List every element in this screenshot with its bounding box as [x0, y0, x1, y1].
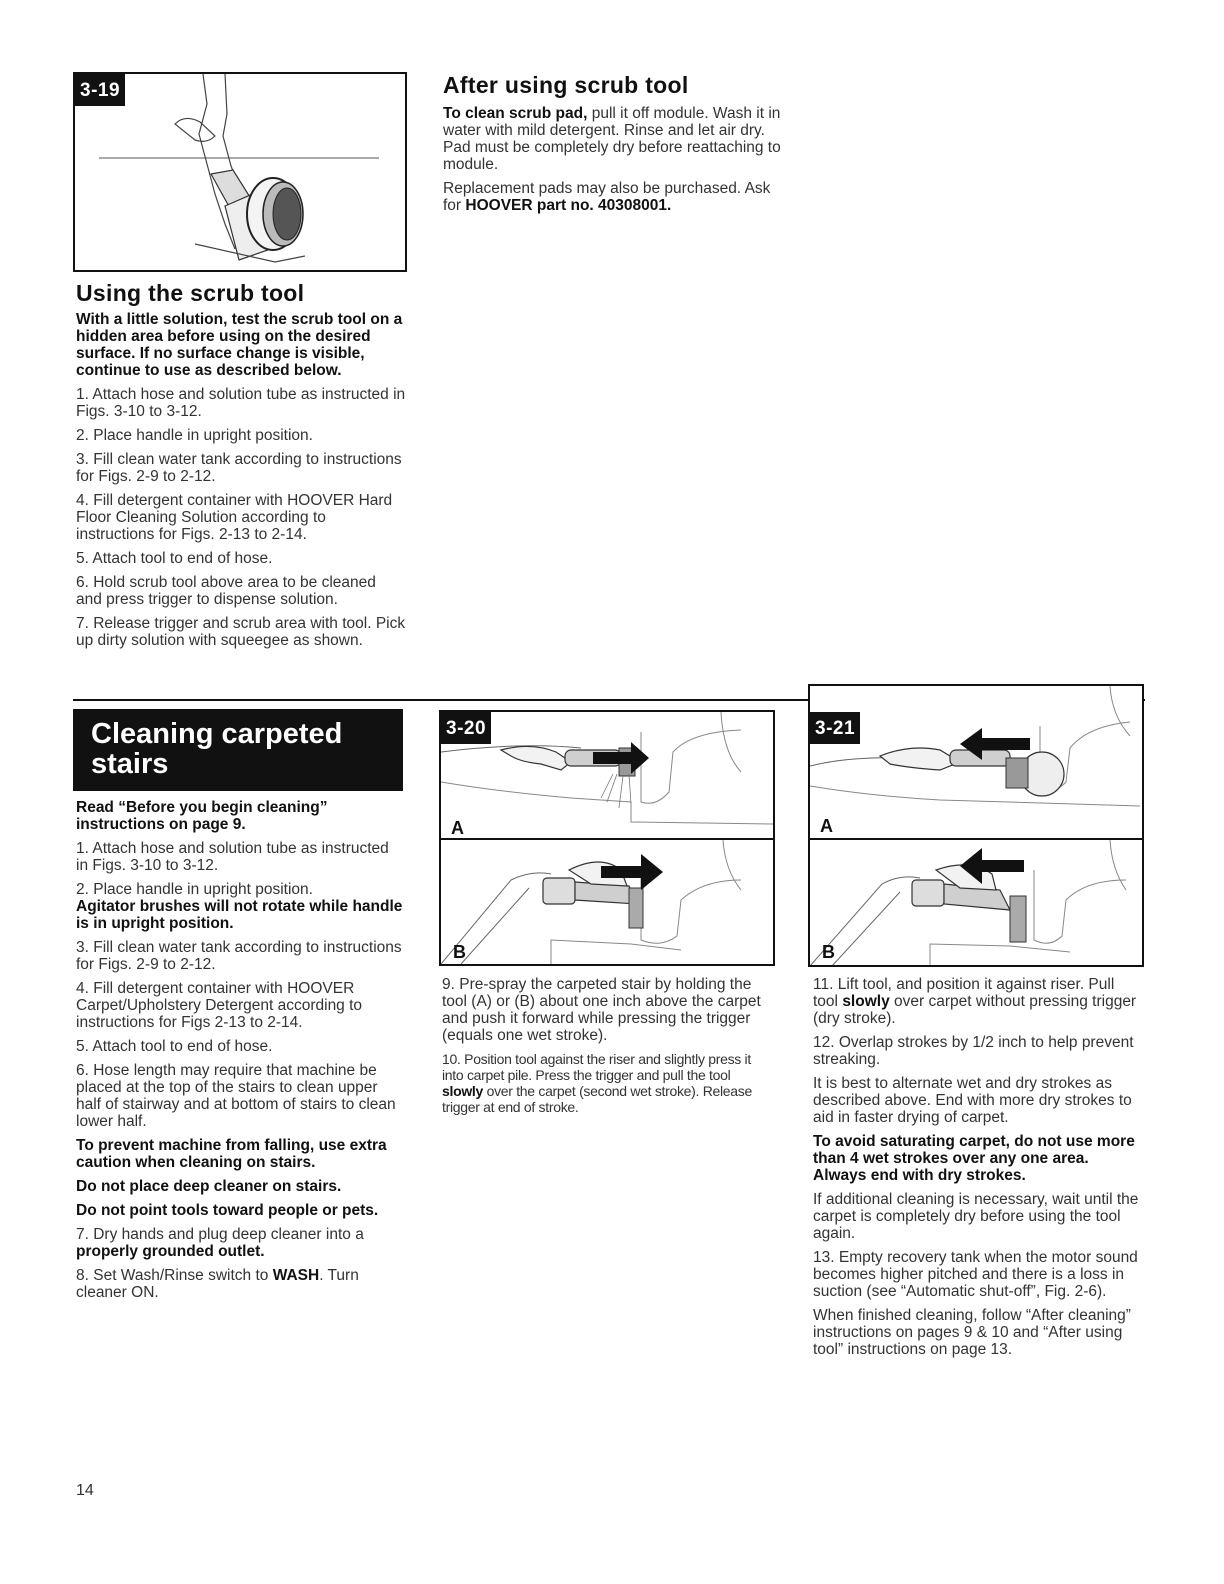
figure-3-20	[439, 710, 775, 966]
panel-label-b: B	[822, 942, 835, 962]
list-item: 7. Dry hands and plug deep cleaner into a properly grounded outlet.	[76, 1226, 364, 1260]
after-scrub-section	[443, 72, 783, 221]
stair-illustration-a	[810, 686, 1142, 826]
stair-illustration-b	[810, 840, 1142, 966]
list-item: 5. Attach tool to end of hose.	[76, 550, 273, 567]
tip-paragraph: It is best to alternate wet and dry strokes as described above. End with more dry strokes to aid in faster drying of carpet.	[813, 1075, 1132, 1126]
list-item: 12. Overlap strokes by 1/2 inch to help prevent streaking.	[813, 1034, 1134, 1068]
warning: To avoid saturating carpet, do not use more than 4 wet strokes over any one area. Always end with dry strokes.	[813, 1133, 1135, 1184]
middle-column	[442, 976, 772, 1122]
stairs-section	[73, 709, 403, 1308]
page-number: 14	[76, 1482, 94, 1499]
list-item: 11. Lift tool, and position it against riser. Pull tool slowly over carpet without pressing trigger (dry stroke).	[813, 976, 1137, 1027]
panel-label-a: A	[451, 818, 464, 838]
figure-3-21	[808, 684, 1144, 967]
list-item: 3. Fill clean water tank according to instructions for Figs. 2-9 to 2-12.	[76, 939, 402, 973]
panel-label-a: A	[820, 816, 833, 836]
note-paragraph: If additional cleaning is necessary, wait until the carpet is completely dry before using the tool again.	[813, 1191, 1139, 1242]
list-item: 5. Attach tool to end of hose.	[76, 1038, 273, 1055]
clean-pad-paragraph: To clean scrub pad, pull it off module. Wash it in water with mild detergent. Rinse and let air dry. Pad must be completely dry before reattaching to module.	[443, 105, 781, 173]
section-heading: Using the scrub tool	[76, 280, 305, 306]
intro-warning: With a little solution, test the scrub tool on a hidden area before using on the desired surface. If no surface change is visible, continue to use as described below.	[76, 311, 403, 379]
list-item: 3. Fill clean water tank according to instructions for Figs. 2-9 to 2-12.	[76, 451, 402, 485]
section-banner	[73, 709, 403, 791]
panel-label-b: B	[453, 942, 466, 962]
list-item: 10. Position tool against the riser and slightly press it into carpet pile. Press the trigger and pull the tool slowly over the carpet (second wet stroke). Release trigger at end of stroke.	[442, 1051, 752, 1115]
scrub-tool-illustration	[75, 74, 405, 270]
list-item: 9. Pre-spray the carpeted stair by holding the tool (A) or (B) about one inch above the carpet and push it forward while pressing the trigger (equals one wet stroke).	[442, 976, 761, 1044]
stair-illustration-b	[441, 840, 773, 964]
list-item: 8. Set Wash/Rinse switch to WASH. Turn cleaner ON.	[76, 1267, 359, 1301]
banner-line: stairs	[91, 748, 169, 780]
list-item: 1. Attach hose and solution tube as instructed in Figs. 3-10 to 3-12.	[76, 386, 406, 420]
list-item: 1. Attach hose and solution tube as instructed in Figs. 3-10 to 3-12.	[76, 840, 389, 874]
figure-tag: 3-21	[810, 712, 860, 744]
using-scrub-section	[76, 280, 406, 656]
list-item: 6. Hose length may require that machine be placed at the top of the stairs to clean upper half of stairway and at bottom of stairs to clean lower half.	[76, 1062, 396, 1130]
figure-3-19	[73, 72, 407, 272]
list-item: 2. Place handle in upright position.	[76, 427, 313, 444]
replacement-pads-paragraph: Replacement pads may also be purchased. Ask for HOOVER part no. 40308001.	[443, 180, 771, 214]
list-item: 7. Release trigger and scrub area with tool. Pick up dirty solution with squeegee as shown.	[76, 615, 406, 649]
right-column	[813, 976, 1143, 1365]
list-item: 2. Place handle in upright position.	[76, 881, 313, 898]
figure-tag: 3-20	[441, 712, 491, 744]
list-item: 4. Fill detergent container with HOOVER Hard Floor Cleaning Solution according to instructions for Figs. 2-13 to 2-14.	[76, 492, 393, 543]
list-item: 4. Fill detergent container with HOOVER Carpet/Upholstery Detergent according to instructions for Figs 2-13 to 2-14.	[76, 980, 363, 1031]
section-heading: After using scrub tool	[443, 72, 689, 98]
read-first-note: Read “Before you begin cleaning” instructions on page 9.	[76, 799, 328, 833]
agitator-warning: Agitator brushes will not rotate while handle is in upright position.	[76, 898, 403, 932]
warning: To prevent machine from falling, use extra caution when cleaning on stairs.	[76, 1137, 387, 1171]
finish-paragraph: When finished cleaning, follow “After cleaning” instructions on pages 9 & 10 and “After using tool” instructions on page 13.	[813, 1307, 1131, 1358]
warning: Do not point tools toward people or pets.	[76, 1202, 379, 1219]
banner-line: Cleaning carpeted	[91, 718, 343, 750]
figure-tag: 3-19	[75, 74, 125, 106]
warning: Do not place deep cleaner on stairs.	[76, 1178, 342, 1195]
list-item: 6. Hold scrub tool above area to be cleaned and press trigger to dispense solution.	[76, 574, 376, 608]
list-item: 13. Empty recovery tank when the motor sound becomes higher pitched and there is a loss in suction (see “Automatic shut-off”, Fig. 2-6).	[813, 1249, 1138, 1300]
